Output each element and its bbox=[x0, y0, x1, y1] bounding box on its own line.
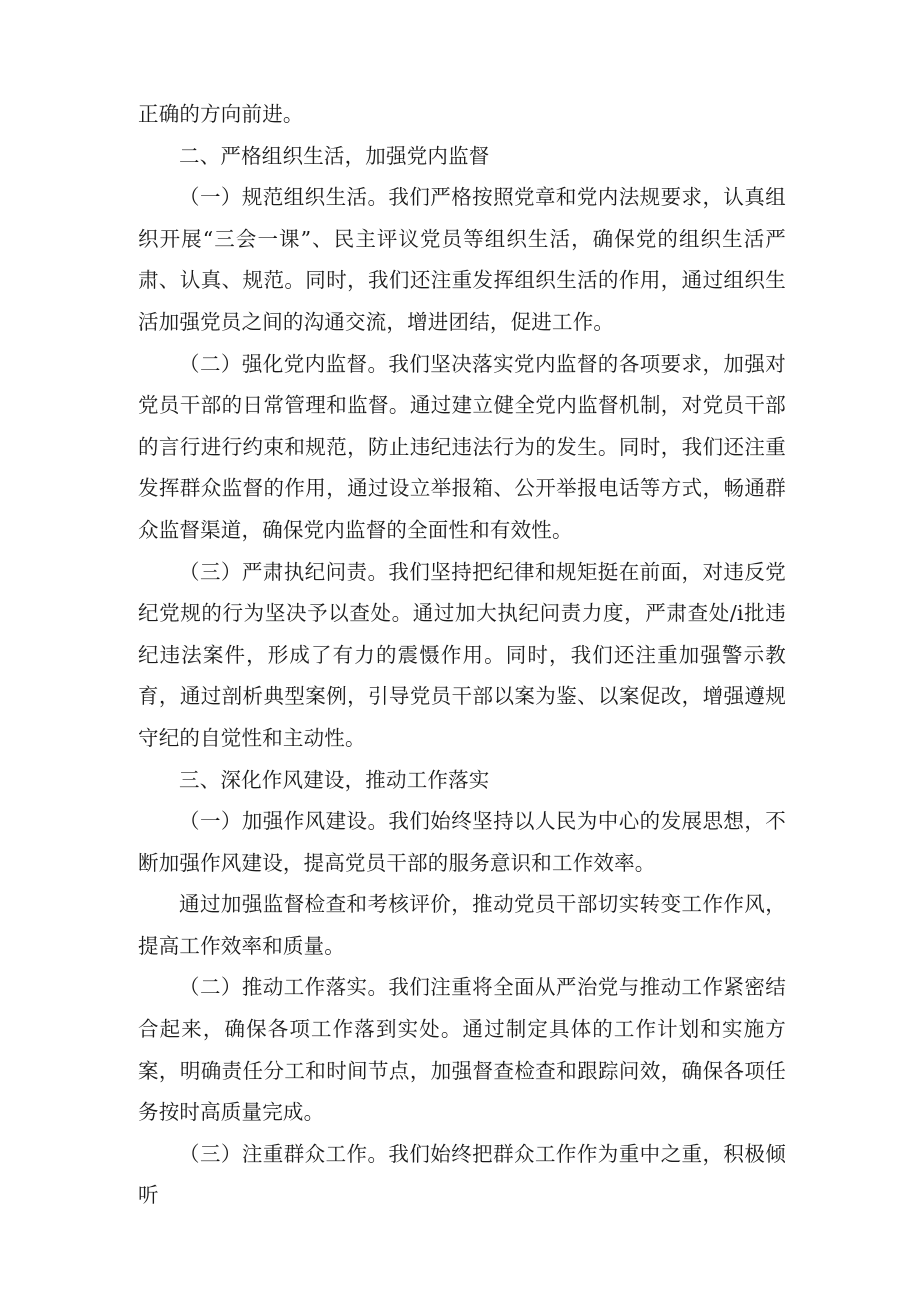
paragraph-work-style: （一）加强作风建设。我们始终坚持以人民为中心的发展思想，不断加强作风建设，提高党员干部的服务意识和工作效率。 bbox=[138, 809, 786, 875]
paragraph-work-implementation: （二）推动工作落实。我们注重将全面从严治党与推动工作紧密结合起来，确保各项工作落到实处。通过制定具体的工作计划和实施方案，明确责任分工和时间节点，加强督查检查和跟踪问效，确保各项任务按时高质量完成。 bbox=[138, 975, 786, 1125]
paragraph-strengthen-supervision: （二）强化党内监督。我们坚决落实党内监督的各项要求，加强对党员干部的日常管理和监督。通过建立健全党内监督机制，对党员干部的言行进行约束和规范，防止违纪违法行为的发生。同时，我们还注重发挥群众监督的作用，通过设立举报箱、公开举报电话等方式，畅通群众监督渠道，确保党内监督的全面性和有效性。 bbox=[138, 351, 786, 542]
section-heading-2: 二、严格组织生活，加强党内监督 bbox=[179, 143, 490, 168]
paragraph-regulate-org-life: （一）规范组织生活。我们严格按照党章和党内法规要求，认真组织开展“三会一课”、民主评议党员等组织生活，确保党的组织生活严肃、认真、规范。同时，我们还注重发挥组织生活的作用，通过组织生活加强党员之间的沟通交流，增进团结，促进工作。 bbox=[138, 185, 786, 334]
paragraph-discipline-accountability: （三）严肃执纪问责。我们坚持把纪律和规矩挺在前面，对违反党纪党规的行为坚决予以查处。通过加大执纪问责力度，严肃查处/i批违纪违法案件，形成了有力的震慑作用。同时，我们还注重加强警示教育，通过剖析典型案例，引导党员干部以案为鉴、以案促改，增强遵规守纪的自觉性和主动性。 bbox=[138, 559, 786, 750]
document-body bbox=[138, 94, 786, 1217]
paragraph-continuation: 正确的方向前进。 bbox=[138, 102, 304, 126]
section-heading-3: 三、深化作风建设，推动工作落实 bbox=[179, 767, 490, 792]
paragraph-mass-work: （三）注重群众工作。我们始终把群众工作作为重中之重，积极倾听 bbox=[138, 1141, 786, 1208]
paragraph-supervision-evaluation: 通过加强监督检查和考核评价，推动党员干部切实转变工作作风，提高工作效率和质量。 bbox=[138, 892, 786, 958]
